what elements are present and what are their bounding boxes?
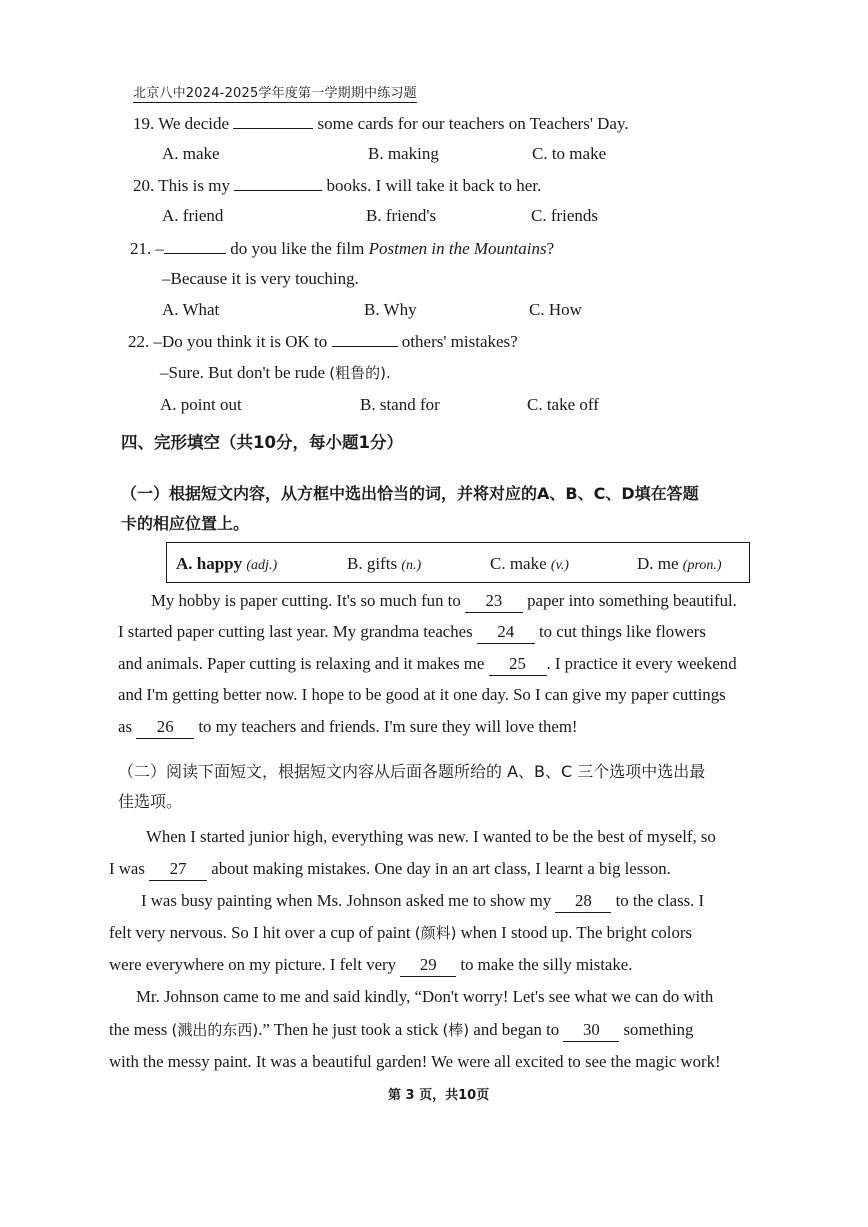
part2-instruction-line1: （二）阅读下面短文，根据短文内容从后面各题所给的 A、B、C 三个选项中选出最 (118, 762, 706, 781)
word-option-a (176, 554, 277, 574)
passage2-line (109, 954, 632, 977)
question-text: do you like the film (230, 239, 365, 258)
option-b: B. Why (364, 300, 417, 319)
passage-text: and animals. Paper cutting is relaxing and it makes me (118, 654, 485, 673)
chinese-gloss: (棒) (442, 1021, 470, 1039)
film-title: Postmen in the Mountains (368, 239, 547, 258)
word: C. make (490, 554, 547, 573)
answer-blank (332, 330, 398, 347)
blank-29: 29 (400, 954, 456, 977)
passage-text: as (118, 717, 132, 736)
option-b: B. stand for (360, 395, 440, 414)
blank-23: 23 (465, 590, 523, 613)
question-19 (133, 112, 629, 135)
passage2-line (109, 922, 692, 944)
passage-text: to cut things like flowers (539, 622, 706, 641)
option-a: A. What (162, 300, 220, 319)
question-text: This is my (158, 176, 230, 195)
question-20 (133, 174, 541, 197)
passage1-line (118, 621, 706, 644)
passage-text: My hobby is paper cutting. It's so much fun to (151, 591, 461, 610)
passage-text: . I practice it every weekend (546, 654, 737, 673)
word-option-b (347, 554, 421, 574)
part2-instruction-line2: 佳选项。 (118, 792, 183, 811)
blank-25: 25 (489, 653, 547, 676)
chinese-gloss: (溅出的东西) (171, 1021, 259, 1039)
passage2-line: Mr. Johnson came to me and said kindly, “Don't worry! Let's see what we can do with (136, 987, 714, 1006)
blank-26: 26 (136, 716, 194, 739)
passage-text: something (623, 1020, 694, 1039)
passage1-line (118, 653, 737, 676)
question-22 (128, 330, 518, 353)
option-b: B. making (368, 144, 439, 163)
passage1-line (151, 590, 737, 613)
question-number: 21. (130, 239, 152, 258)
word: A. happy (176, 554, 243, 573)
part1-instruction-line1: （一）根据短文内容，从方框中选出恰当的词，并将对应的A、B、C、D填在答题 (121, 484, 699, 503)
question-21 (130, 237, 554, 260)
part-of-speech: (v.) (550, 558, 569, 573)
answer-blank (164, 237, 226, 254)
question-text: others' mistakes? (401, 332, 518, 351)
option-b: B. friend's (366, 206, 437, 225)
reply-text: –Sure. But don't be rude (160, 363, 326, 382)
chinese-gloss: (颜料) (414, 924, 457, 942)
blank-27: 27 (149, 858, 207, 881)
chinese-gloss: (粗鲁的). (329, 364, 391, 382)
passage-text: and began to (473, 1020, 560, 1039)
question-text: books. I will take it back to her. (326, 176, 542, 195)
passage-text: to make the silly mistake. (460, 955, 633, 974)
passage2-line: with the messy paint. It was a beautiful garden! We were all excited to see the magic work! (109, 1052, 721, 1071)
passage-text: when I stood up. The bright colors (460, 923, 692, 942)
passage2-line (141, 890, 704, 913)
dialogue-reply: –Because it is very touching. (162, 269, 359, 288)
passage-text: were everywhere on my picture. I felt very (109, 955, 397, 974)
passage-text: to the class. I (615, 891, 705, 910)
passage2-line (109, 858, 671, 881)
question-number: 19. (133, 114, 155, 133)
passage-text: .” Then he just took a stick (258, 1020, 439, 1039)
option-a: A. friend (162, 206, 224, 225)
word-option-d (637, 554, 722, 574)
dash: – (155, 239, 164, 258)
option-c: C. to make (532, 144, 607, 163)
passage-text: I was (109, 859, 145, 878)
dialogue-reply (160, 362, 391, 384)
blank-28: 28 (555, 890, 611, 913)
passage-text: I started paper cutting last year. My grandma teaches (118, 622, 473, 641)
part-of-speech: (adj.) (246, 558, 278, 573)
option-a: A. point out (160, 395, 242, 414)
passage-text: to my teachers and friends. I'm sure they will love them! (198, 717, 578, 736)
word-option-c (490, 554, 569, 574)
option-a: A. make (162, 144, 220, 163)
option-c: C. friends (531, 206, 599, 225)
blank-30: 30 (563, 1019, 619, 1042)
question-text: some cards for our teachers on Teachers' Day. (317, 114, 629, 133)
option-c: C. How (529, 300, 582, 319)
option-c: C. take off (527, 395, 599, 414)
question-text: –Do you think it is OK to (153, 332, 328, 351)
part1-instruction-line2: 卡的相应位置上。 (121, 514, 250, 533)
passage-text: about making mistakes. One day in an art class, I learnt a big lesson. (211, 859, 671, 878)
section-title: 四、完形填空（共10分，每小题1分） (121, 433, 403, 452)
word: D. me (637, 554, 679, 573)
passage2-line: When I started junior high, everything was new. I wanted to be the best of myself, so (146, 827, 716, 846)
passage1-line: and I'm getting better now. I hope to be good at it one day. So I can give my paper cuttings (118, 685, 726, 704)
question-number: 22. (128, 332, 150, 351)
passage-text: the mess (109, 1020, 168, 1039)
word-box (166, 542, 750, 583)
passage-text: I was busy painting when Ms. Johnson asked me to show my (141, 891, 552, 910)
question-text: We decide (158, 114, 230, 133)
question-mark: ? (546, 239, 555, 258)
passage1-line (118, 716, 578, 739)
passage-text: paper into something beautiful. (527, 591, 737, 610)
passage-text: felt very nervous. So I hit over a cup of paint (109, 923, 411, 942)
answer-blank (234, 174, 322, 191)
page-number: 第 3 页，共10页 (388, 1088, 490, 1103)
blank-24: 24 (477, 621, 535, 644)
exam-header: 北京八中2024-2025学年度第一学期期中练习题 (133, 86, 417, 101)
question-number: 20. (133, 176, 155, 195)
answer-blank (233, 112, 313, 129)
part-of-speech: (n.) (401, 558, 422, 573)
passage2-line (109, 1019, 693, 1042)
word: B. gifts (347, 554, 398, 573)
part-of-speech: (pron.) (682, 558, 722, 573)
